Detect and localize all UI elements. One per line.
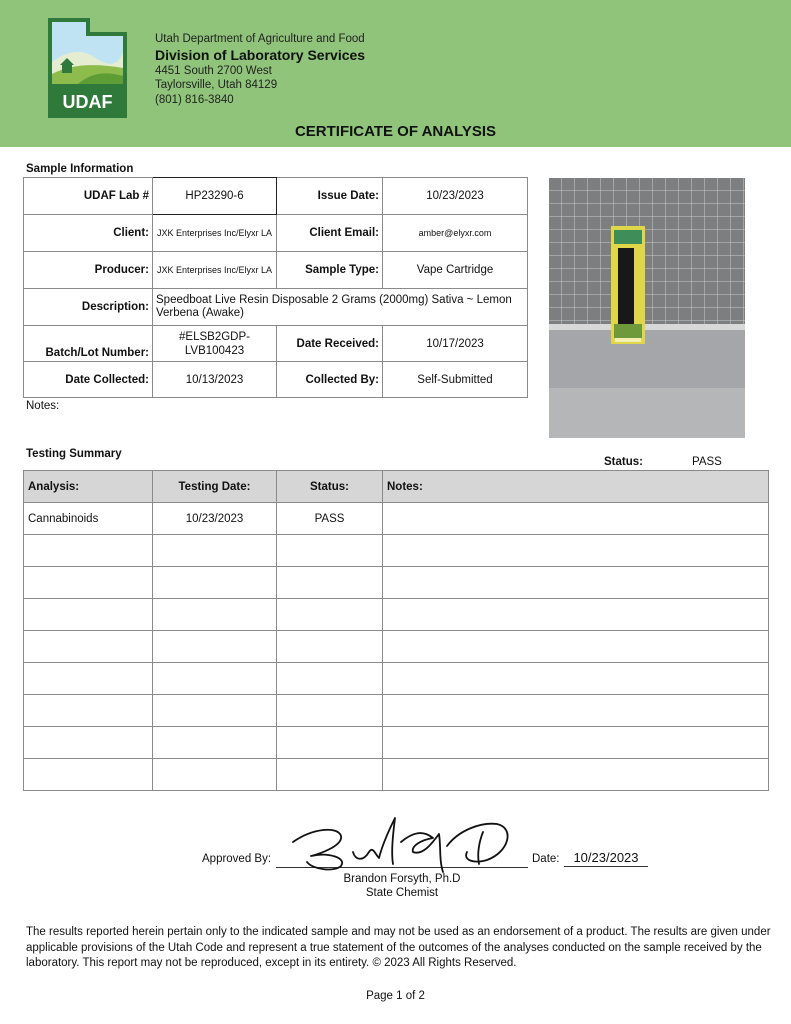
logo-text: UDAF [62, 92, 113, 112]
approval-date: 10/23/2023 [564, 850, 648, 867]
client-value: JXK Enterprises Inc/Elyxr LA [153, 215, 277, 252]
info-row [24, 252, 528, 289]
status-cell: PASS [277, 503, 383, 535]
col-notes: Notes: [383, 471, 769, 503]
sample-type-value: Vape Cartridge [383, 252, 528, 289]
collected-value: 10/13/2023 [153, 362, 277, 398]
client-label: Client: [24, 215, 153, 252]
table-row [24, 535, 769, 567]
sample-info-table [23, 177, 528, 398]
sample-type-label: Sample Type: [277, 252, 383, 289]
phone: (801) 816-3840 [155, 93, 234, 106]
notes-cell [383, 503, 769, 535]
info-row [24, 326, 528, 362]
table-row [24, 567, 769, 599]
page-number: Page 1 of 2 [366, 990, 425, 1002]
col-testing-date: Testing Date: [153, 471, 277, 503]
table-row [24, 695, 769, 727]
sample-photo [549, 178, 745, 438]
table-row [24, 663, 769, 695]
received-label: Date Received: [277, 326, 383, 362]
approver-role: State Chemist [365, 887, 439, 899]
collected-by-label: Collected By: [277, 362, 383, 398]
description-label: Description: [24, 289, 153, 326]
page-title: CERTIFICATE OF ANALYSIS [294, 123, 497, 140]
info-row [24, 362, 528, 398]
client-email-value: amber@elyxr.com [383, 215, 528, 252]
producer-label: Producer: [24, 252, 153, 289]
collected-label: Date Collected: [24, 362, 153, 398]
info-row [24, 178, 528, 215]
overall-status-value: PASS [692, 456, 722, 468]
division-name: Division of Laboratory Services [155, 46, 366, 63]
client-email-label: Client Email: [277, 215, 383, 252]
lab-label: UDAF Lab # [24, 178, 153, 215]
signature [283, 812, 523, 880]
col-analysis: Analysis: [24, 471, 153, 503]
sample-info-title: Sample Information [26, 163, 134, 175]
table-row [24, 759, 769, 791]
collected-by-value: Self-Submitted [383, 362, 528, 398]
batch-value: #ELSB2GDP-LVB100423 [153, 326, 277, 362]
disclaimer: The results reported herein pertain only to the indicated sample and may not be used as an endorsement of a product. The results are given under applicable provisions of the Utah Code and represent a true statement of the outcomes of the analyses conducted on the sample received by the laboratory. This report may not be reproduced, except in its entirety. © 2023 All Rights Reserved. [26, 926, 771, 969]
table-row [24, 727, 769, 759]
table-row [24, 631, 769, 663]
table-row [24, 503, 769, 535]
testing-table [23, 470, 769, 791]
overall-status-label: Status: [604, 456, 643, 468]
testing-summary-title: Testing Summary [26, 448, 122, 460]
approved-by-label: Approved By: [202, 853, 272, 865]
department-name: Utah Department of Agriculture and Food [155, 33, 365, 45]
info-row [24, 289, 528, 326]
producer-value: JXK Enterprises Inc/Elyxr LA [153, 252, 277, 289]
notes-label: Notes: [26, 400, 60, 412]
col-status: Status: [277, 471, 383, 503]
lab-value: HP23290-6 [153, 178, 277, 215]
testing-date-cell: 10/23/2023 [153, 503, 277, 535]
info-row [24, 215, 528, 252]
org-block [155, 32, 365, 107]
description-value: Speedboat Live Resin Disposable 2 Grams (2000mg) Sativa ~ Lemon Verbena (Awake) [153, 289, 528, 326]
address-line1: 4451 South 2700 West [155, 64, 272, 77]
address-line2: Taylorsville, Utah 84129 [155, 79, 278, 91]
batch-label: Batch/Lot Number: [24, 326, 153, 362]
approver-block [276, 872, 528, 900]
issue-value: 10/23/2023 [383, 178, 528, 215]
approver-name: Brandon Forsyth, Ph.D [343, 873, 461, 885]
date-label: Date: [532, 853, 560, 865]
table-row [24, 599, 769, 631]
analysis-cell: Cannabinoids [24, 503, 153, 535]
issue-label: Issue Date: [277, 178, 383, 215]
udaf-logo [48, 18, 127, 118]
testing-header-row [24, 471, 769, 503]
received-value: 10/17/2023 [383, 326, 528, 362]
